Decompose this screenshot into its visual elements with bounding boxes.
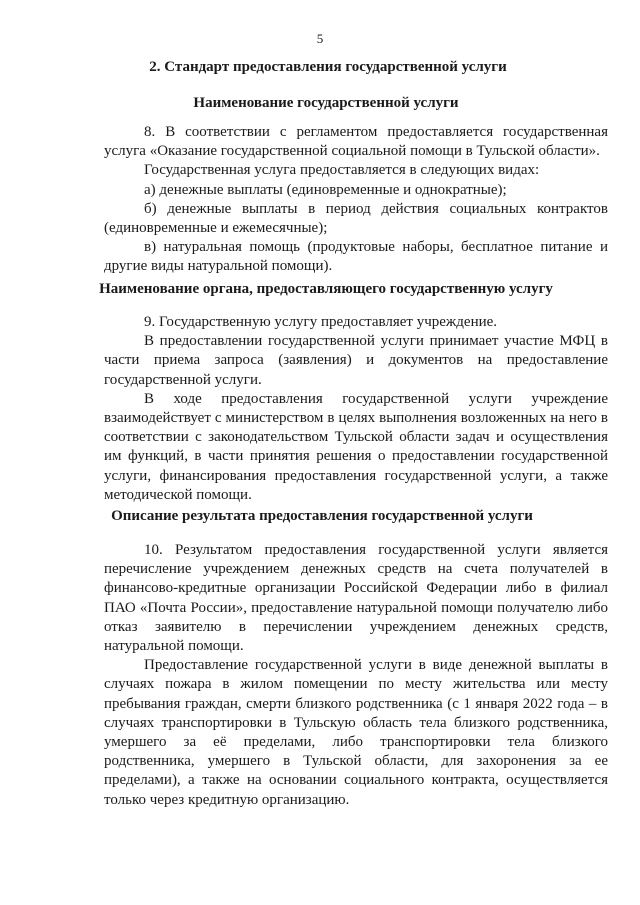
- page-number: 5: [316, 31, 324, 46]
- service-name-section: [104, 123, 608, 277]
- section-heading-standard: 2. Стандарт предоставления государственной услуги: [149, 59, 507, 75]
- subheading-provider-name: Наименование органа, предоставляющего государственную услугу: [99, 281, 553, 297]
- subheading-result-description: Описание результата предоставления государственной услуги: [111, 508, 533, 524]
- paragraph-9: 9. Государственную услугу предоставляет учреждение.: [144, 314, 498, 330]
- paragraph-10: 10. Результатом предоставления государственной услуги является перечисление учреждением денежных средств на счета получателей в финансово-кредитные организации Российской Федерации либо в филиал ПАО «Почта России», предоставление натуральной помощи получателю либо отказ заявителю в перечислении учреждением денежных средств, натуральной помощи.: [104, 542, 608, 655]
- result-section: [104, 541, 608, 810]
- list-item-v: в) натуральная помощь (продуктовые наборы, бесплатное питание и другие виды натуральной помощи).: [104, 239, 608, 275]
- paragraph-mfc-participation: В предоставлении государственной услуги принимает участие МФЦ в части приема запроса (заявления) и документов на предоставление государственной услуги.: [104, 333, 608, 388]
- paragraph-ministry-interaction: В ходе предоставления государственной услуги учреждение взаимодействует с министерством в целях выполнения возложенных на него в соответствии с законодательством Тульской области задач и осуществления им функций, в части принятия решения о предоставлении государственной услуги, финансирования предоставления государственной услуги, а также методической помощи.: [104, 390, 608, 503]
- list-item-b: б) денежные выплаты в период действия социальных контрактов (единовременные и ежемесячные);: [104, 200, 608, 237]
- list-item-a: а) денежные выплаты (единовременные и однократные);: [144, 181, 507, 198]
- paragraph-8: 8. В соответствии с регламентом предоставляется государственная услуга «Оказание государственной социальной помощи в Тульской области».: [104, 124, 608, 160]
- paragraph-service-types: Государственная услуга предоставляется в следующих видах:: [144, 162, 540, 179]
- provider-section: [104, 313, 608, 505]
- paragraph-cash-payment-conditions: Предоставление государственной услуги в виде денежной выплаты в случаях пожара в жилом помещении по месту жительства или месту пребывания граждан, смерти близкого родственника (с 1 января 2022 года – в случаях транспортировки в Тульскую область тела близкого родственника, умершего за её пределами, либо транспортировки тела близкого родственника, умершего в Тульской области, для захоронения за ее пределами), а также на основании социального контракта, осуществляется только через кредитную организацию.: [104, 657, 608, 808]
- subheading-service-name: Наименование государственной услуги: [193, 95, 459, 111]
